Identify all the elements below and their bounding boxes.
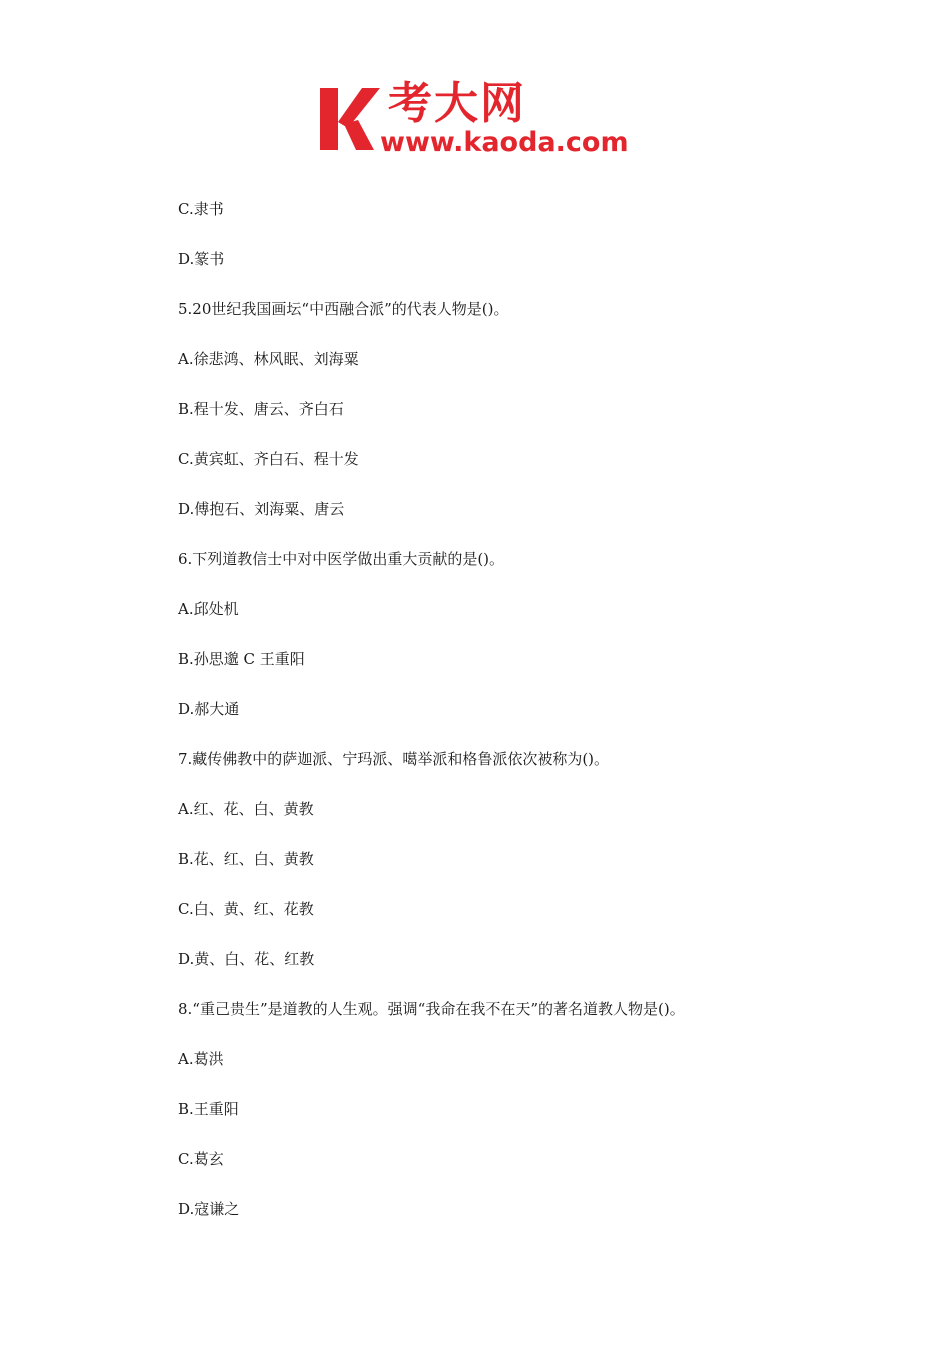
option-b-q7: B.花、红、白、黄教 [178, 850, 314, 868]
option-a-q7: A.红、花、白、黄教 [178, 800, 314, 818]
question-7: 7.藏传佛教中的萨迦派、宁玛派、噶举派和格鲁派依次被称为()。 [178, 750, 610, 768]
option-d-q4: D.篆书 [178, 250, 225, 268]
logo-site-name: 考大网 [388, 78, 526, 129]
question-5: 5.20世纪我国画坛“中西融合派”的代表人物是()。 [178, 300, 509, 318]
logo-site-url: www.kaoda.com [380, 127, 629, 158]
option-b-q5: B.程十发、唐云、齐白石 [178, 400, 344, 418]
option-b-q8: B.王重阳 [178, 1100, 239, 1118]
option-c-q5: C.黄宾虹、齐白石、程十发 [178, 450, 359, 468]
option-a-q8: A.葛洪 [178, 1050, 224, 1068]
question-list [178, 196, 878, 1246]
option-a-q6: A.邱处机 [178, 600, 239, 618]
option-d-q7: D.黄、白、花、红教 [178, 950, 315, 968]
option-c-q8: C.葛玄 [178, 1150, 224, 1168]
option-c-q7: C.白、黄、红、花教 [178, 900, 314, 918]
kaoda-logo [318, 78, 640, 160]
option-d-q5: D.傅抱石、刘海粟、唐云 [178, 500, 345, 518]
option-d-q6: D.郝大通 [178, 700, 240, 718]
option-c-q4: C.隶书 [178, 200, 224, 218]
option-b-q6: B.孙思邈 C 王重阳 [178, 650, 305, 668]
kaoda-k-logo-icon [318, 84, 388, 158]
question-8: 8.“重己贵生”是道教的人生观。强调“我命在我不在天”的著名道教人物是()。 [178, 1000, 685, 1018]
option-a-q5: A.徐悲鸿、林风眠、刘海粟 [178, 350, 359, 368]
option-d-q8: D.寇谦之 [178, 1200, 240, 1218]
question-6: 6.下列道教信士中对中医学做出重大贡献的是()。 [178, 550, 505, 568]
